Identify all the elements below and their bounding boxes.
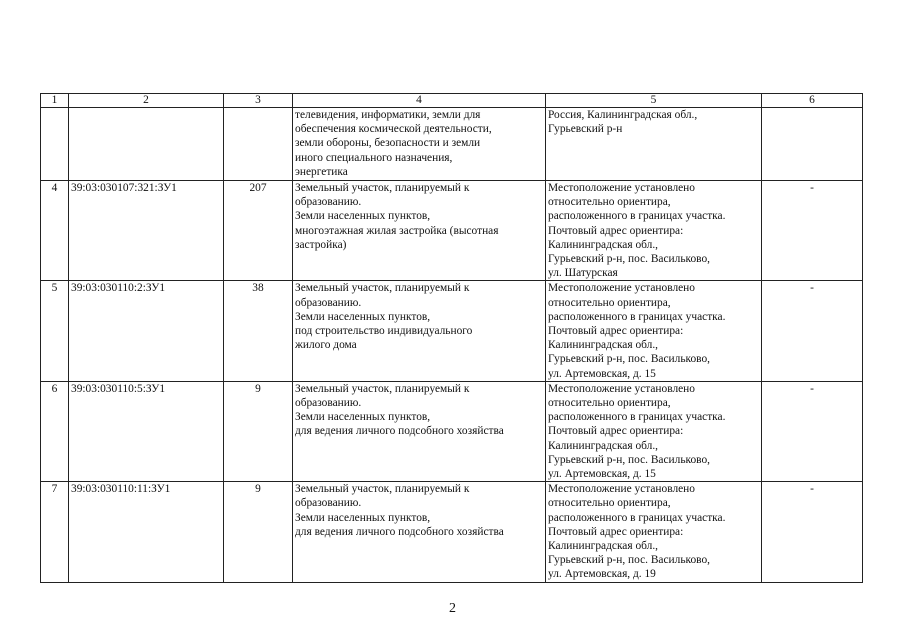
location-cell: Местоположение установлено относительно ориентира, расположенного в границах участка. Почтовый адрес ориентира: Калининградская обл., Гурьевский р-н, пос. Васильково, ул. Шатурская: [546, 181, 762, 281]
column-header: 6: [762, 94, 863, 108]
area-cell: 9: [224, 482, 293, 582]
description-cell: Земельный участок, планируемый к образованию. Земли населенных пунктов, под строительство индивидуального жилого дома: [293, 281, 546, 381]
note-cell: -: [762, 181, 863, 281]
description-cell: телевидения, информатики, земли для обеспечения космической деятельности, земли обороны, безопасности и земли иного специального назначения, энергетика: [293, 108, 546, 181]
table-row: [41, 381, 863, 481]
description-cell: Земельный участок, планируемый к образованию. Земли населенных пунктов, многоэтажная жилая застройка (высотная застройка): [293, 181, 546, 281]
table-row: [41, 108, 863, 181]
row-number-cell: [41, 108, 69, 181]
area-cell: [224, 108, 293, 181]
cadastral-number-cell: 39:03:030110:11:ЗУ1: [69, 482, 224, 582]
note-cell: -: [762, 281, 863, 381]
location-cell: Россия, Калининградская обл., Гурьевский р-н: [546, 108, 762, 181]
note-cell: -: [762, 381, 863, 481]
location-cell: Местоположение установлено относительно ориентира, расположенного в границах участка. Почтовый адрес ориентира: Калининградская обл., Гурьевский р-н, пос. Васильково, ул. Артемовская, д. 19: [546, 482, 762, 582]
table-row: [41, 482, 863, 582]
column-header: 2: [69, 94, 224, 108]
column-header: 3: [224, 94, 293, 108]
area-cell: 9: [224, 381, 293, 481]
column-header: 5: [546, 94, 762, 108]
column-header: 4: [293, 94, 546, 108]
row-number-cell: 6: [41, 381, 69, 481]
location-cell: Местоположение установлено относительно ориентира, расположенного в границах участка. Почтовый адрес ориентира: Калининградская обл., Гурьевский р-н, пос. Васильково, ул. Артемовская, д. 15: [546, 381, 762, 481]
cadastral-number-cell: 39:03:030107:321:ЗУ1: [69, 181, 224, 281]
cadastral-number-cell: 39:03:030110:2:ЗУ1: [69, 281, 224, 381]
description-cell: Земельный участок, планируемый к образованию. Земли населенных пунктов, для ведения личного подсобного хозяйства: [293, 381, 546, 481]
row-number-cell: 5: [41, 281, 69, 381]
cadastral-number-cell: 39:03:030110:5:ЗУ1: [69, 381, 224, 481]
table-row: [41, 181, 863, 281]
cadastral-number-cell: [69, 108, 224, 181]
location-cell: Местоположение установлено относительно ориентира, расположенного в границах участка. Почтовый адрес ориентира: Калининградская обл., Гурьевский р-н, пос. Васильково, ул. Артемовская, д. 15: [546, 281, 762, 381]
page-number: 2: [449, 601, 456, 616]
land-plots-table: [40, 93, 863, 583]
table-header-row: [41, 94, 863, 108]
note-cell: -: [762, 482, 863, 582]
area-cell: 207: [224, 181, 293, 281]
area-cell: 38: [224, 281, 293, 381]
note-cell: [762, 108, 863, 181]
table-row: [41, 281, 863, 381]
row-number-cell: 7: [41, 482, 69, 582]
row-number-cell: 4: [41, 181, 69, 281]
column-header: 1: [41, 94, 69, 108]
description-cell: Земельный участок, планируемый к образованию. Земли населенных пунктов, для ведения личного подсобного хозяйства: [293, 482, 546, 582]
